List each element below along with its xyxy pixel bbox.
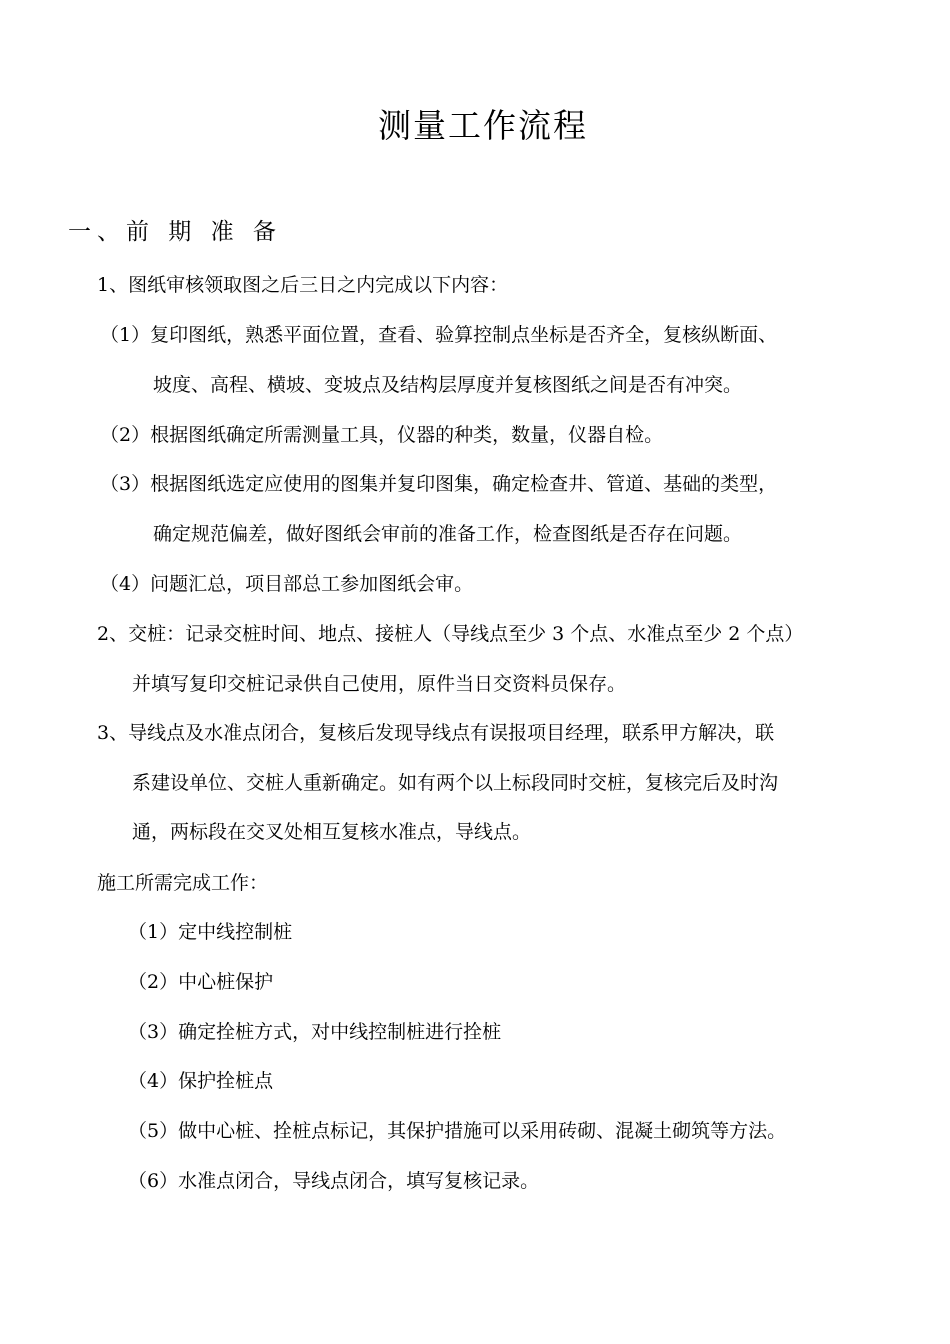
work-item-3: （3）确定拴桩方式，对中线控制桩进行拴桩 xyxy=(128,1021,502,1043)
item-1-sub-2: （2）根据图纸确定所需测量工具，仪器的种类，数量，仪器自检。 xyxy=(100,424,664,446)
item-1-sub-4: （4）问题汇总，项目部总工参加图纸会审。 xyxy=(100,573,474,595)
work-item-1: （1）定中线控制桩 xyxy=(128,921,293,943)
item-1-sub-3-line-2: 确定规范偏差，做好图纸会审前的准备工作，检查图纸是否存在问题。 xyxy=(153,523,743,545)
item-2-line-1: 2、交桩：记录交桩时间、地点、接桩人（导线点至少 3 个点、水准点至少 2 个点） xyxy=(97,623,804,645)
item-1-sub-3-line-1: （3）根据图纸选定应使用的图集并复印图集，确定检查井、管道、基础的类型， xyxy=(100,473,778,495)
item-3-line-2: 系建设单位、交桩人重新确定。如有两个以上标段同时交桩，复核完后及时沟 xyxy=(132,772,779,794)
item-3-line-1: 3、导线点及水准点闭合，复核后发现导线点有误报项目经理，联系甲方解决，联 xyxy=(97,722,775,744)
item-1-heading: 1、图纸审核领取图之后三日之内完成以下内容： xyxy=(97,274,509,296)
section-heading: 一、前 期 准 备 xyxy=(68,219,282,245)
work-item-5: （5）做中心桩、拴桩点标记，其保护措施可以采用砖砌、混凝土砌筑等方法。 xyxy=(128,1120,787,1142)
construction-work-heading: 施工所需完成工作： xyxy=(97,872,269,894)
item-2-line-2: 并填写复印交桩记录供自己使用，原件当日交资料员保存。 xyxy=(132,673,627,695)
item-3-line-3: 通，两标段在交叉处相互复核水准点，导线点。 xyxy=(132,821,532,843)
work-item-2: （2）中心桩保护 xyxy=(128,971,274,993)
page-title: 测量工作流程 xyxy=(378,106,588,145)
work-item-6: （6）水准点闭合，导线点闭合，填写复核记录。 xyxy=(128,1170,540,1192)
item-1-sub-1-line-2: 坡度、高程、横坡、变坡点及结构层厚度并复核图纸之间是否有冲突。 xyxy=(153,374,743,396)
item-1-sub-1-line-1: （1）复印图纸，熟悉平面位置，查看、验算控制点坐标是否齐全，复核纵断面、 xyxy=(100,324,778,346)
work-item-4: （4）保护拴桩点 xyxy=(128,1070,274,1092)
